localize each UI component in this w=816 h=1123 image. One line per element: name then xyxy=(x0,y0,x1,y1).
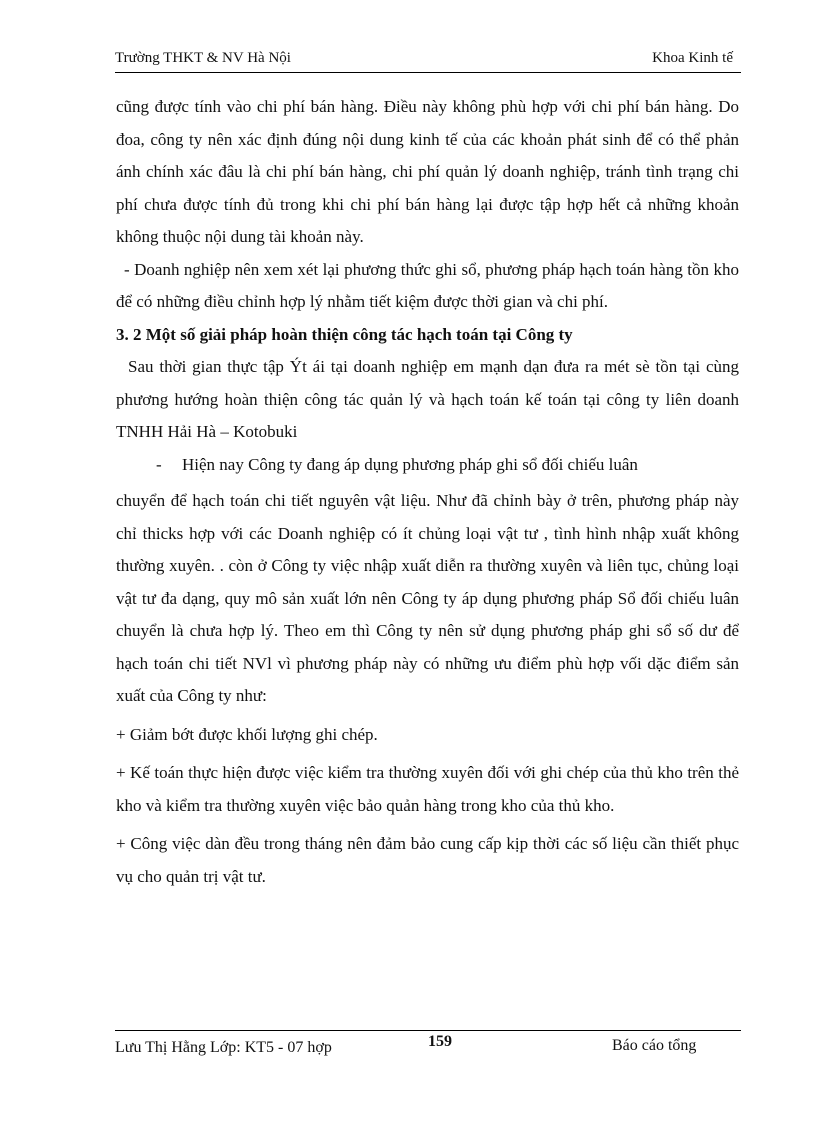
footer-author-class: Lưu Thị Hằng Lớp: KT5 - 07 hợp xyxy=(115,1039,332,1056)
page-number: 159 xyxy=(428,1033,452,1050)
document-body xyxy=(116,91,739,893)
bullet-text: Hiện nay Công ty đang áp dụng phương pháp ghi sổ đối chiếu luân xyxy=(182,454,638,474)
page-footer xyxy=(115,1030,741,1091)
bullet-item xyxy=(116,449,739,482)
paragraph-recommendation: - Doanh nghiệp nên xem xét lại phương thức ghi sổ, phương pháp hạch toán hàng tồn kho để có những điều chỉnh hợp lý nhằm tiết kiệm được thời gian và chi phí. xyxy=(116,259,739,311)
header-school-name: Trường THKT & NV Hà Nội xyxy=(115,50,291,66)
page-header xyxy=(115,48,741,73)
footer-report-title: Báo cáo tổng xyxy=(612,1037,697,1054)
paragraph-intro: Sau thời gian thực tập Ýt ái tại doanh nghiệp em mạnh dạn đưa ra mét sè tồn tại cùng phương hướng hoàn thiện công tác quản lý và hạch toán kế toán tại công ty liên doanh TNHH Hải Hà – Kotobuki xyxy=(116,357,739,441)
paragraph-method-analysis: chuyển để hạch toán chi tiết nguyên vật liệu. Như đã chỉnh bày ở trên, phương pháp này chỉ thicks hợp với các Doanh nghiệp có ít chủng loại vật tư , tình hình nhập xuất không thường xuyên. . còn ở Công ty việc nhập xuất diễn ra thường xuyên và liên tục, chủng loại vật tư đa dạng, quy mô sản xuất lớn nên Công ty áp dụng phương pháp Sổ đối chiếu luân chuyển là chưa hợp lý. Theo em thì Công ty nên sử dụng phương pháp ghi sổ số dư để hạch toán chi tiết NVl vì phương pháp này có những ưu điểm phù hợp vối dặc điểm sản xuất của Công ty như: xyxy=(116,491,739,705)
paragraph-cost-classification: cũng được tính vào chi phí bán hàng. Điều này không phù hợp với chi phí bán hàng. Do đoa, công ty nên xác định đúng nội dung kinh tế của các khoản phát sinh để có thể phản ánh chính xác đâu là chi phí bán hàng, chi phí quản lý doanh nghiệp, tránh tình trạng chi phí chưa được tính đủ trong khi chi phí bán hàng lại được tập hợp hết cả những khoản không thuộc nội dung tài khoản này. xyxy=(116,97,739,246)
advantage-item-3: + Công việc dàn đều trong tháng nên đảm bảo cung cấp kịp thời các số liệu cần thiết phục vụ cho quản trị vật tư. xyxy=(116,834,739,886)
bullet-dash: - xyxy=(156,454,162,474)
section-heading: 3. 2 Một số giải pháp hoàn thiện công tác hạch toán tại Công ty xyxy=(116,324,573,344)
header-faculty-name: Khoa Kinh tế xyxy=(652,50,733,66)
advantage-item-2: + Kế toán thực hiện được việc kiểm tra thường xuyên đối với ghi chép của thủ kho trên thẻ kho và kiểm tra thường xuyên việc bảo quản hàng trong kho của thủ kho. xyxy=(116,763,739,815)
advantage-item-1: + Giảm bớt được khối lượng ghi chép. xyxy=(116,724,378,744)
